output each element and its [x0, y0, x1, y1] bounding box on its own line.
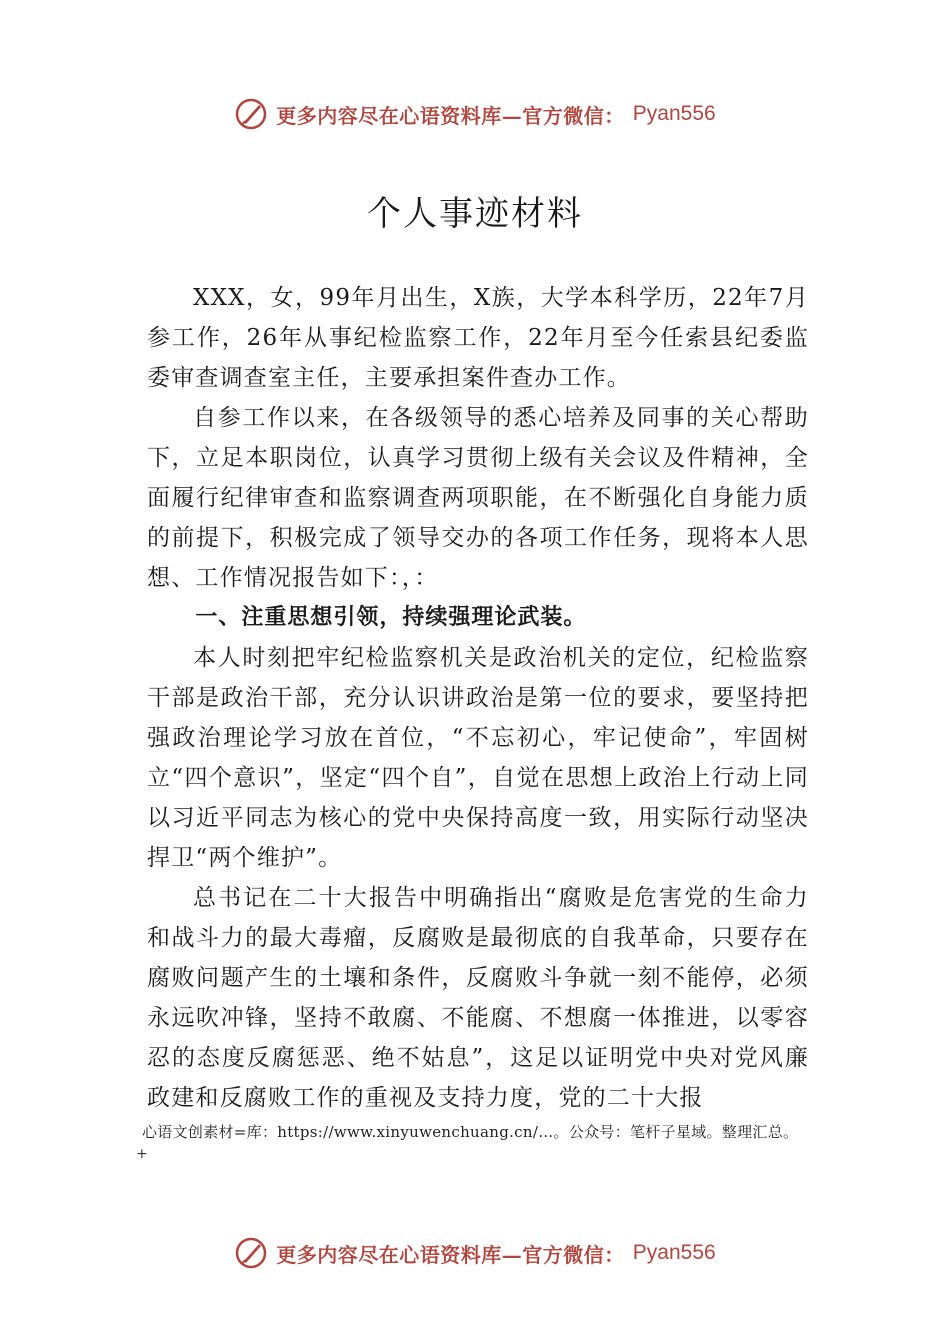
footnote: 心语文创素材=库：https://www.xinyuwenchuang.cn/…。公众号：笔杆子星域。整理汇总。	[142, 1123, 799, 1141]
quill-logo-icon	[234, 1236, 268, 1270]
watermark-text: 更多内容尽在心语资料库—官方微信：	[276, 103, 625, 128]
footer-watermark	[0, 1233, 950, 1273]
document-title: 个人事迹材料	[367, 194, 583, 234]
watermark-wechat-id: Pyan556	[632, 102, 716, 125]
paragraph-section-2: 总书记在二十大报告中明确指出“腐败是危害党的生命力和战斗力的最大毒瘤，反腐败是最彻底的自我革命，只要存在腐败问题产生的土壤和条件，反腐败斗争就一刻不能停，必须永远吹冲锋，坚持不敢腐、不能腐、不想腐一体推进，以零容忍的态度反腐惩恶、绝不姑息”，这足以证明党中央对党风廉政建和反腐败工作的重视及支持力度，党的二十大报	[147, 885, 809, 1111]
paragraph-section-1: 本人时刻把牢纪检监察机关是政治机关的定位，纪检监察干部是政治干部，充分认识讲政治是第一位的要求，要坚持把强政治理论学习放在首位，“不忘初心，牢记使命”，牢固树立“四个意识”，坚定“四个自”，自觉在思想上政治上行动上同以习近平同志为核心的党中央保持高度一致，用实际行动坚决捍卫“两个维护”。	[147, 645, 809, 871]
document-body	[147, 278, 809, 1118]
header-watermark	[0, 94, 950, 134]
section-heading: 一、注重思想引领，持续强理论武装。	[195, 605, 587, 630]
paragraph-intro: XXX，女，99年月出生，X族，大学本科学历，22年7月参工作，26年从事纪检监察工作，22年月至今任索县纪委监委审查调查室主任，主要承担案件查办工作。	[147, 285, 809, 391]
watermark-wechat-id: Pyan556	[632, 1241, 716, 1264]
paragraph-summary: 自参工作以来，在各级领导的悉心培养及同事的关心帮助下，立足本职岗位，认真学习贯彻上级有关会议及件精神，全面履行纪律审查和监察调查两项职能，在不断强化自身能力质的前提下，积极完成了领导交办的各项工作任务，现将本人思想、工作情况报告如下：，：	[147, 405, 809, 591]
footnote-mark: +	[136, 1146, 148, 1162]
watermark-text: 更多内容尽在心语资料库—官方微信：	[276, 1242, 625, 1267]
quill-logo-icon	[234, 97, 268, 131]
